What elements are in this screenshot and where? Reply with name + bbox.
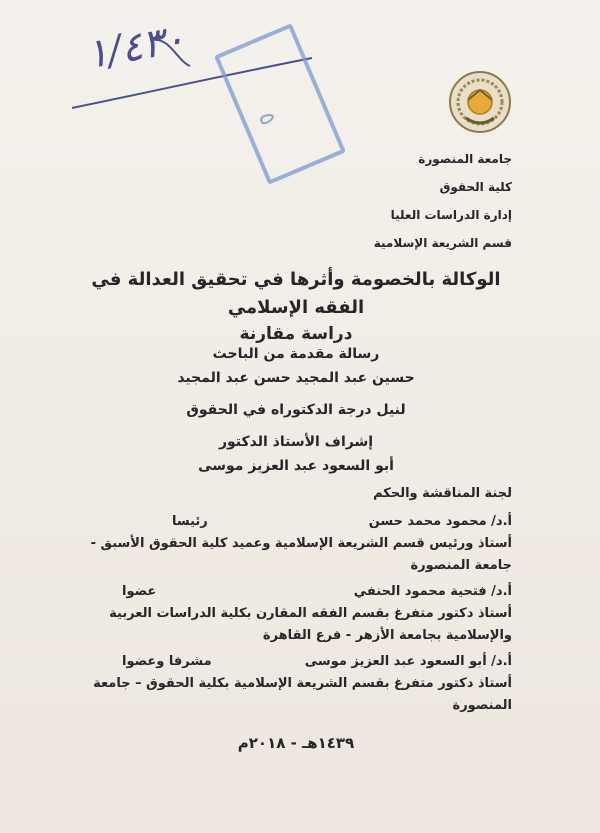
member-2-desc-1: أستاذ دكتور متفرغ بقسم الفقه المقارن بكلية الدراسات العربية — [109, 606, 512, 621]
stamp-text: ٥ — [252, 108, 281, 130]
faculty-name: كلية الحقوق — [439, 180, 512, 194]
department-name: قسم الشريعة الإسلامية — [373, 236, 512, 250]
supervision-label: إشراف الأستاذ الدكتور — [218, 434, 374, 450]
member-3-name: أ.د/ أبو السعود عبد العزيز موسى — [304, 654, 512, 669]
supervisor-name: أبو السعود عبد العزيز موسى — [198, 458, 394, 474]
degree-line: لنيل درجة الدكتوراه في الحقوق — [186, 402, 406, 418]
member-2-desc-2: والإسلامية بجامعة الأزهر - فرع القاهرة — [262, 628, 512, 643]
library-stamp — [214, 23, 346, 185]
member-3-role: مشرفا وعضوا — [122, 654, 212, 669]
university-logo — [448, 70, 512, 134]
graduate-studies-admin: إدارة الدراسات العليا — [390, 208, 512, 222]
member-2-role: عضوا — [122, 584, 157, 599]
member-1-desc-2: جامعة المنصورة — [410, 558, 512, 573]
member-3-desc-2: المنصورة — [452, 698, 512, 713]
date-line: ١٤٣٩هـ - ٢٠١٨م — [237, 734, 355, 752]
thesis-title: الوكالة بالخصومة وأثرها في تحقيق العدالة في الفقه الإسلامي — [91, 269, 501, 318]
member-1-desc-1: أستاذ ورئيس قسم الشريعة الإسلامية وعميد كلية الحقوق الأسبق - — [90, 536, 512, 551]
member-2-name: أ.د/ فتحية محمود الحنفي — [353, 584, 512, 599]
member-1-name: أ.د/ محمود محمد حسن — [368, 514, 512, 529]
author-name: حسين عبد المجيد حسن عبد المجيد — [177, 370, 415, 386]
university-name: جامعة المنصورة — [418, 152, 512, 166]
study-type: دراسة مقارنة — [239, 324, 353, 344]
handwritten-number: ١/٤٣٠ — [82, 15, 189, 79]
committee-heading: لجنة المناقشة والحكم — [373, 486, 512, 501]
member-1-role: رئيسا — [172, 514, 208, 529]
submitted-by: رسالة مقدمة من الباحث — [212, 346, 380, 362]
member-3-desc-1: أستاذ دكتور متفرغ بقسم الشريعة الإسلامية بكلية الحقوق – جامعة — [93, 676, 512, 691]
